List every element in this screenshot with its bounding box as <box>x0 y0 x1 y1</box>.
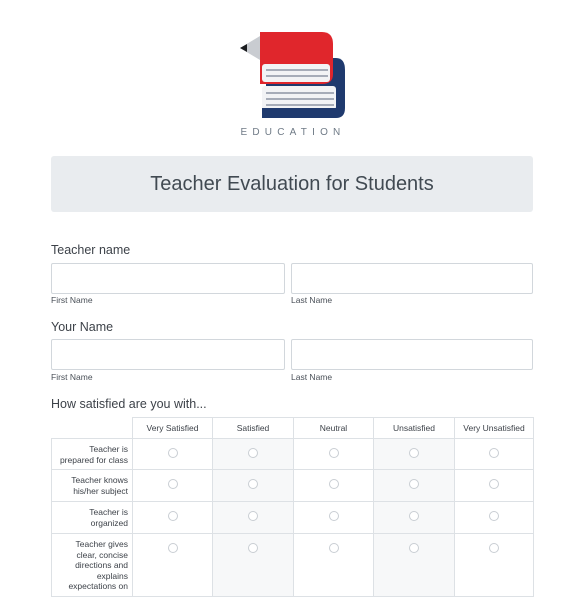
matrix-cell <box>294 470 374 502</box>
radio-neutral[interactable] <box>329 479 339 489</box>
radio-very-satisfied[interactable] <box>168 511 178 521</box>
matrix-cell <box>294 439 374 470</box>
matrix-cell <box>374 439 455 470</box>
matrix-cell <box>294 502 374 534</box>
radio-unsatisfied[interactable] <box>409 479 419 489</box>
matrix-cell <box>455 470 534 502</box>
your-last-name-sublabel: Last Name <box>291 372 333 382</box>
radio-satisfied[interactable] <box>248 511 258 521</box>
your-last-name-input[interactable] <box>291 339 533 370</box>
matrix-row-label: Teacher knows his/her subject <box>52 470 133 502</box>
teacher-last-name-input[interactable] <box>291 263 533 294</box>
teacher-last-name-sublabel: Last Name <box>291 295 333 305</box>
radio-neutral[interactable] <box>329 511 339 521</box>
radio-very-unsatisfied[interactable] <box>489 448 499 458</box>
radio-very-unsatisfied[interactable] <box>489 511 499 521</box>
radio-satisfied[interactable] <box>248 543 258 553</box>
radio-neutral[interactable] <box>329 448 339 458</box>
matrix-column-header: Unsatisfied <box>374 418 455 439</box>
radio-very-unsatisfied[interactable] <box>489 543 499 553</box>
matrix-cell <box>133 502 213 534</box>
teacher-first-name-sublabel: First Name <box>51 295 93 305</box>
matrix-cell <box>374 502 455 534</box>
radio-unsatisfied[interactable] <box>409 543 419 553</box>
matrix-cell <box>133 439 213 470</box>
your-first-name-sublabel: First Name <box>51 372 93 382</box>
form-title: Teacher Evaluation for Students <box>150 172 434 195</box>
satisfaction-matrix-label: How satisfied are you with... <box>51 397 207 411</box>
matrix-cell <box>374 470 455 502</box>
matrix-cell <box>294 534 374 597</box>
your-first-name-input[interactable] <box>51 339 285 370</box>
radio-neutral[interactable] <box>329 543 339 553</box>
books-pencil-icon <box>238 30 348 125</box>
matrix-row-label: Teacher is organized <box>52 502 133 534</box>
matrix-cell <box>455 534 534 597</box>
matrix-cell <box>374 534 455 597</box>
radio-very-satisfied[interactable] <box>168 448 178 458</box>
matrix-cell <box>213 534 294 597</box>
teacher-first-name-input[interactable] <box>51 263 285 294</box>
education-logo <box>238 30 348 142</box>
radio-very-unsatisfied[interactable] <box>489 479 499 489</box>
matrix-row <box>52 502 534 534</box>
matrix-corner <box>52 418 133 439</box>
matrix-row <box>52 534 534 597</box>
matrix-cell <box>133 534 213 597</box>
radio-unsatisfied[interactable] <box>409 448 419 458</box>
satisfaction-matrix <box>51 417 534 597</box>
matrix-row-label: Teacher is prepared for class <box>52 439 133 470</box>
radio-satisfied[interactable] <box>248 479 258 489</box>
matrix-column-header: Very Unsatisfied <box>455 418 534 439</box>
your-name-label: Your Name <box>51 320 114 334</box>
form-title-box <box>51 156 533 212</box>
radio-very-satisfied[interactable] <box>168 479 178 489</box>
matrix-cell <box>455 439 534 470</box>
matrix-column-header: Neutral <box>294 418 374 439</box>
matrix-column-header: Satisfied <box>213 418 294 439</box>
matrix-row <box>52 470 534 502</box>
matrix-cell <box>213 502 294 534</box>
matrix-cell <box>133 470 213 502</box>
matrix-column-header: Very Satisfied <box>133 418 213 439</box>
matrix-row <box>52 439 534 470</box>
radio-very-satisfied[interactable] <box>168 543 178 553</box>
matrix-row-label: Teacher gives clear, concise directions and explains expectations on <box>52 534 133 597</box>
matrix-cell <box>455 502 534 534</box>
matrix-cell <box>213 439 294 470</box>
matrix-cell <box>213 470 294 502</box>
radio-satisfied[interactable] <box>248 448 258 458</box>
teacher-name-label: Teacher name <box>51 243 131 257</box>
logo-text: EDUCATION <box>240 127 346 138</box>
radio-unsatisfied[interactable] <box>409 511 419 521</box>
